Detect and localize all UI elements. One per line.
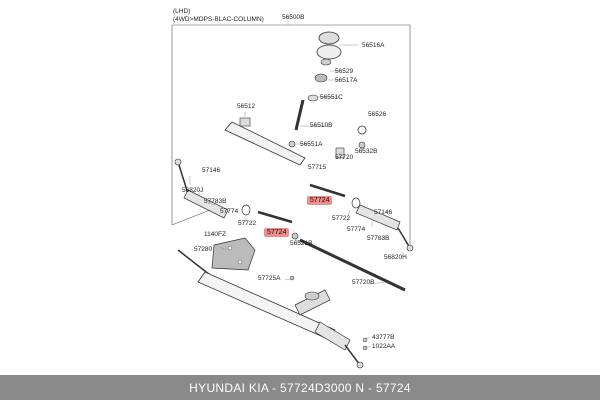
diagram-header-variant: (4WD>MDPS-BLAC-COLUMN)	[173, 16, 264, 23]
part-label-57146-right[interactable]: 57146	[374, 209, 393, 216]
highlight-57724-right[interactable]: 57724	[307, 196, 332, 205]
tie-rod-end-56820H	[398, 228, 410, 248]
inner-tie-rod-57724-right	[310, 185, 345, 196]
heat-shield-57280	[212, 238, 255, 270]
part-label-56820H[interactable]: 56820H	[384, 254, 407, 261]
part-label-56532B[interactable]: 56532B	[355, 148, 378, 155]
part-label-56551A[interactable]: 56551A	[300, 141, 323, 148]
part-label-57774-right[interactable]: 57774	[347, 226, 366, 233]
lower-complete-gear-assembly	[178, 250, 367, 368]
part-label-1140FZ[interactable]: 1140FZ	[204, 231, 226, 238]
diagram-header-lhd: (LHD)	[173, 8, 191, 15]
bearing-56551C	[308, 95, 318, 101]
cap-56526	[358, 126, 366, 134]
bushing-56512	[240, 118, 250, 126]
nut-1022AA	[363, 346, 367, 350]
pin-43777B	[363, 338, 367, 342]
part-label-43777B[interactable]: 43777B	[372, 334, 395, 341]
part-label-57280[interactable]: 57280	[194, 246, 213, 253]
highlight-57724-left[interactable]: 57724	[264, 228, 289, 237]
seal-56551A	[289, 141, 295, 147]
part-label-56526[interactable]: 56526	[368, 111, 387, 118]
seal-56529	[321, 59, 331, 65]
band-57722-left	[242, 205, 250, 215]
right-tie-rod-assembly	[310, 185, 413, 251]
nut-56517A	[315, 74, 327, 82]
part-label-56517A[interactable]: 56517A	[335, 77, 358, 84]
boot-56516A	[317, 45, 341, 59]
pinion-shaft-56510B	[296, 100, 303, 130]
part-label-56521B[interactable]: 56521B	[290, 240, 313, 247]
part-label-57146-left[interactable]: 57146	[202, 167, 221, 174]
part-label-57720[interactable]: 57720	[335, 154, 354, 161]
leader-lines	[190, 20, 405, 347]
band-57722-right	[352, 198, 360, 208]
left-tie-rod-assembly	[175, 159, 298, 239]
part-label-56551C[interactable]: 56551C	[320, 94, 343, 101]
part-label-56500B[interactable]: 56500B	[282, 14, 305, 21]
part-label-57783B-left[interactable]: 57783B	[204, 198, 227, 205]
part-label-57722-right[interactable]: 57722	[332, 215, 351, 222]
part-label-57722-left[interactable]: 57722	[238, 220, 257, 227]
footer-bar	[0, 375, 600, 400]
part-label-56512[interactable]: 56512	[237, 103, 256, 110]
part-label-57783B-right[interactable]: 57783B	[367, 235, 390, 242]
inner-tie-rod-57724-left	[258, 212, 292, 222]
part-label-56510B[interactable]: 56510B	[310, 122, 333, 129]
bolt-57725A	[290, 276, 294, 280]
part-label-57774-left[interactable]: 57774	[220, 208, 239, 215]
part-label-57720B[interactable]: 57720B	[352, 279, 375, 286]
bolt-56521B	[292, 233, 298, 239]
footer-part-number: HYUNDAI KIA - 57724D3000 N - 57724	[189, 381, 411, 395]
part-label-57715[interactable]: 57715	[308, 164, 327, 171]
part-label-1022AA[interactable]: 1022AA	[372, 343, 396, 350]
part-label-56529[interactable]: 56529	[335, 68, 354, 75]
part-label-56820J[interactable]: 56820J	[182, 187, 204, 194]
part-label-56516A[interactable]: 56516A	[362, 42, 385, 49]
dust-cover-56516A	[319, 32, 339, 44]
part-label-57725A[interactable]: 57725A	[258, 275, 281, 282]
